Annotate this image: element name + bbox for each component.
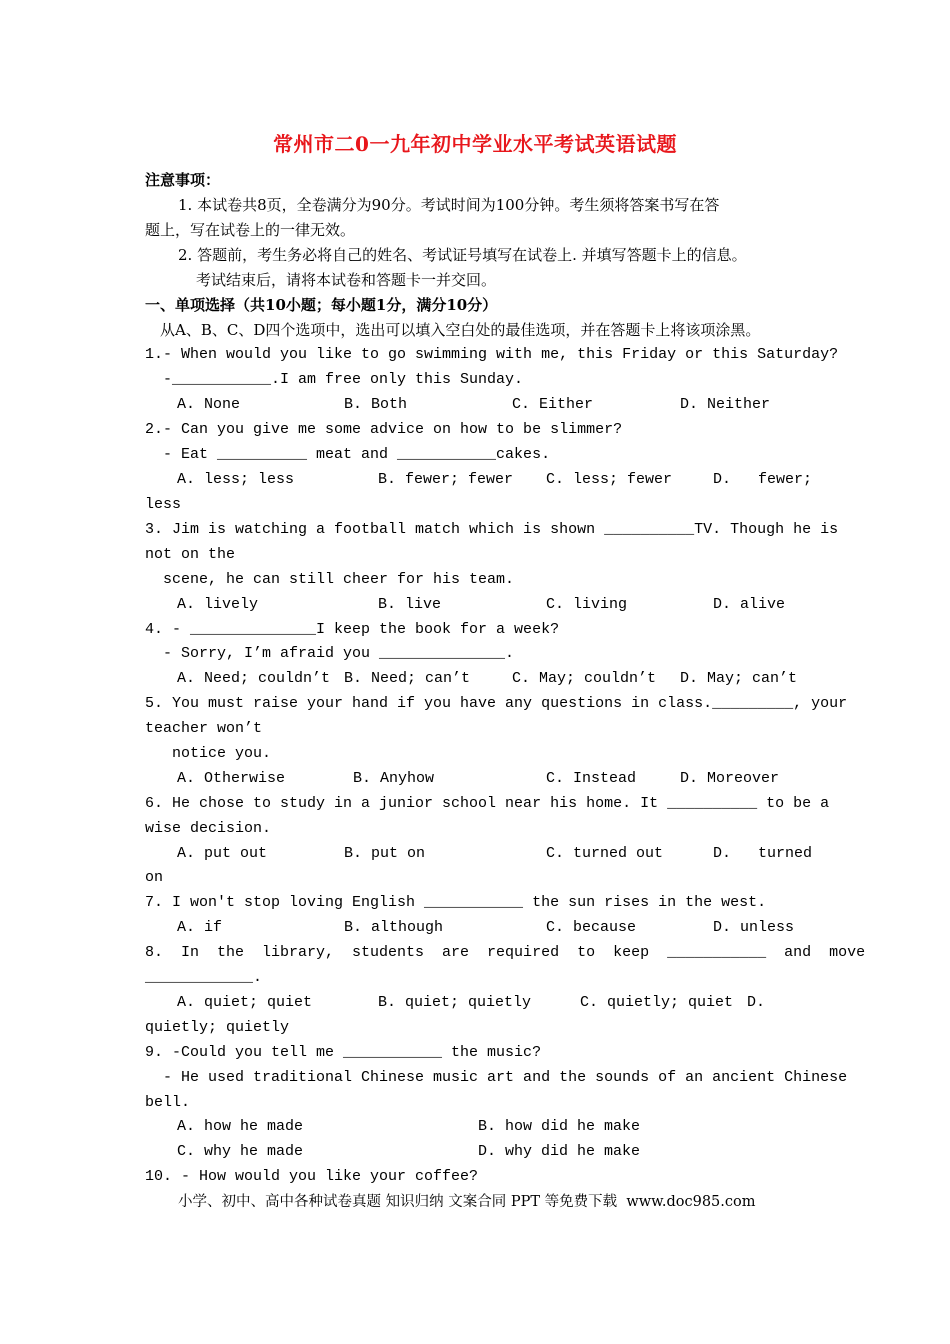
q6-option-d: D. turned — [713, 845, 813, 862]
q7-option-c: C. because — [546, 919, 637, 936]
question-10: 10. - How would you like your coffee? — [145, 1168, 479, 1185]
question-9: 9. -Could you tell me ___________ the music? — [145, 1044, 542, 1061]
q9-option-a: A. how he made — [177, 1118, 304, 1135]
q4-option-a: A. Need; couldn’t — [177, 670, 331, 687]
question-9-cont: bell. — [145, 1094, 191, 1111]
question-5: 5. You must raise your hand if you have any questions in class._________, your — [145, 695, 848, 712]
q5-option-a: A. Otherwise — [177, 770, 286, 787]
q3-option-a: A. lively — [177, 596, 259, 613]
q2-option-b: B. fewer; fewer — [378, 471, 514, 488]
q6-option-a: A. put out — [177, 845, 268, 862]
q6-option-b: B. put on — [344, 845, 426, 862]
notice-item-2-cont: 考试结束后，请将本试卷和答题卡一并交回。 — [196, 271, 497, 289]
q8-option-b: B. quiet; quietly — [378, 994, 532, 1011]
question-3: 3. Jim is watching a football match which is shown __________TV. Though he is — [145, 521, 839, 538]
q5-option-b: B. Anyhow — [353, 770, 435, 787]
question-6-cont: wise decision. — [145, 820, 272, 837]
q5-option-d: D. Moreover — [680, 770, 780, 787]
question-3-cont: not on the — [145, 546, 236, 563]
q6-option-c: C. turned out — [546, 845, 664, 862]
q9-option-d: D. why did he make — [478, 1143, 641, 1160]
q2-option-d-wrap: less — [145, 496, 182, 513]
section-instruction: 从A、B、C、D四个选项中，选出可以填入空白处的最佳选项，并在答题卡上将该项涂黑。 — [160, 321, 761, 339]
notice-item-1: 1. 本试卷共8页，全卷满分为90分。考试时间为100分钟。考生须将答案书写在答 — [178, 196, 720, 214]
q4-option-c: C. May; couldn’t — [512, 670, 657, 687]
q1-option-c: C. Either — [512, 396, 594, 413]
q8-option-c: C. quietly; quiet — [580, 994, 734, 1011]
question-1-answer-line: -___________.I am free only this Sunday. — [145, 371, 524, 388]
q1-option-b: B. Both — [344, 396, 408, 413]
notice-item-2: 2. 答题前，考生务必将自己的姓名、考试证号填写在试卷上. 并填写答题卡上的信息。 — [178, 246, 747, 264]
notice-heading: 注意事项： — [145, 171, 221, 189]
question-9-answer-line: - He used traditional Chinese music art and the sounds of an ancient Chinese — [145, 1069, 848, 1086]
page-title: 常州市二0一九年初中学业水平考试英语试题 — [273, 132, 677, 156]
q8-option-d-wrap: quietly; quietly — [145, 1019, 290, 1036]
page-footer: 小学、初中、高中各种试卷真题 知识归纳 文案合同 PPT 等免费下载 www.doc985.com — [178, 1194, 756, 1210]
q2-option-d: D. fewer; — [713, 471, 813, 488]
question-8: 8. In the library, students are required to keep ___________ and move — [145, 944, 866, 961]
q3-option-b: B. live — [378, 596, 442, 613]
q9-option-c: C. why he made — [177, 1143, 304, 1160]
q7-option-b: B. although — [344, 919, 444, 936]
question-2-answer-line: - Eat __________ meat and ___________cakes. — [145, 446, 551, 463]
question-4-answer-line: - Sorry, I’m afraid you ______________. — [145, 645, 515, 662]
q2-option-c: C. less; fewer — [546, 471, 673, 488]
notice-item-1-cont: 题上，写在试卷上的一律无效。 — [145, 221, 356, 239]
q8-option-a: A. quiet; quiet — [177, 994, 313, 1011]
q1-option-d: D. Neither — [680, 396, 771, 413]
question-5-cont-2: notice you. — [145, 745, 272, 762]
q4-option-d: D. May; can’t — [680, 670, 798, 687]
section-heading: 一、单项选择（共10小题；每小题1分，满分10分） — [145, 296, 498, 314]
q1-option-a: A. None — [177, 396, 241, 413]
q9-option-b: B. how did he make — [478, 1118, 641, 1135]
question-6: 6. He chose to study in a junior school near his home. It __________ to be a — [145, 795, 830, 812]
q5-option-c: C. Instead — [546, 770, 637, 787]
q4-option-b: B. Need; can’t — [344, 670, 471, 687]
question-3-cont-2: scene, he can still cheer for his team. — [145, 571, 515, 588]
question-8-cont: ____________. — [145, 969, 263, 986]
q7-option-a: A. if — [177, 919, 223, 936]
question-7: 7. I won't stop loving English ___________ the sun rises in the west. — [145, 894, 767, 911]
q2-option-a: A. less; less — [177, 471, 295, 488]
question-2: 2.- Can you give me some advice on how to be slimmer? — [145, 421, 623, 438]
question-5-cont: teacher won’t — [145, 720, 263, 737]
question-4: 4. - ______________I keep the book for a week? — [145, 621, 560, 638]
question-1: 1.- When would you like to go swimming with me, this Friday or this Saturday? — [145, 346, 839, 363]
q8-option-d: D. — [747, 994, 766, 1011]
q3-option-c: C. living — [546, 596, 628, 613]
q3-option-d: D. alive — [713, 596, 786, 613]
q6-option-d-wrap: on — [145, 869, 164, 886]
q7-option-d: D. unless — [713, 919, 795, 936]
